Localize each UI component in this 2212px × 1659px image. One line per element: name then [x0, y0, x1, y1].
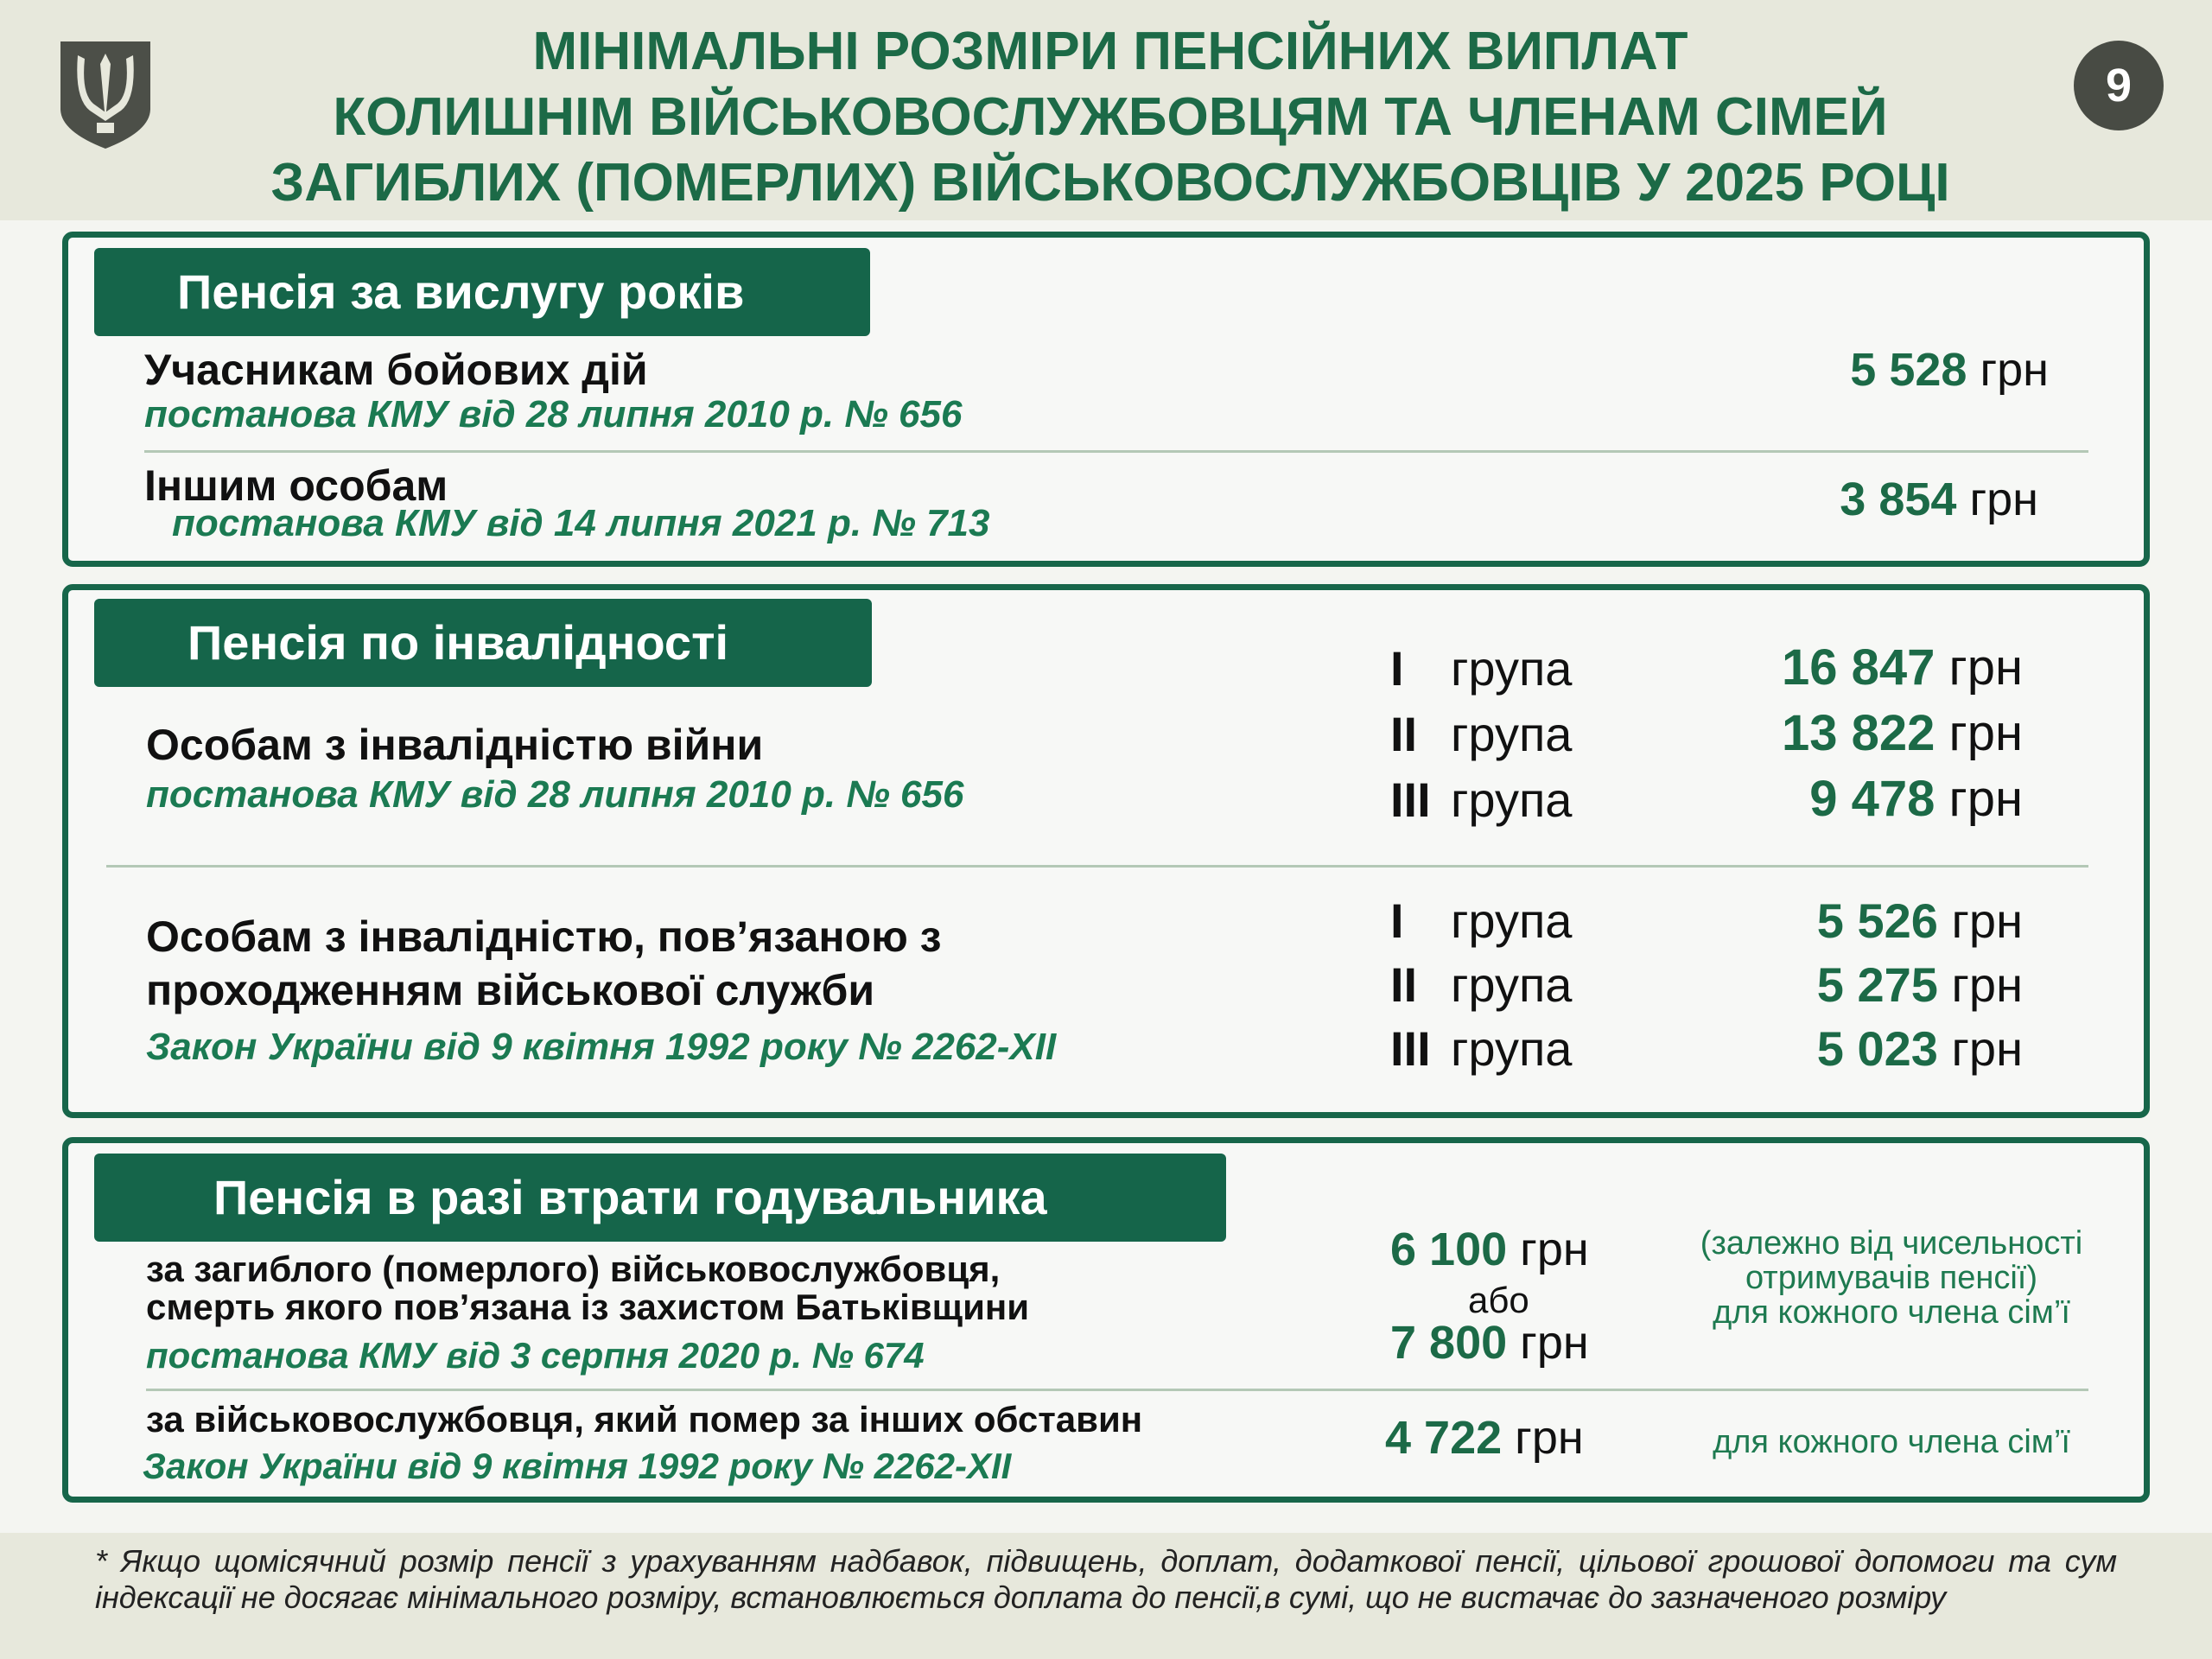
title-line: МІНІМАЛЬНІ РОЗМІРИ ПЕНСІЙНИХ ВИПЛАТ [532, 22, 1688, 81]
service-pension-panel [62, 232, 2150, 567]
others-amount: 3 854 грн [1840, 474, 2038, 525]
killed-label-line1: за загиблого (померлого) військовослужбовця, [146, 1249, 1001, 1289]
war-disability-law: постанова КМУ від 28 липня 2010 р. № 656 [146, 773, 964, 816]
title-line: КОЛИШНІМ ВІЙСЬКОВОСЛУЖБОВЦЯМ ТА ЧЛЕНАМ СІМЕЙ [333, 87, 1888, 147]
combat-law: постанова КМУ від 28 липня 2010 р. № 656 [144, 393, 963, 435]
service-group-1: I група [1390, 893, 1573, 948]
disability-pension-heading: Пенсія по інвалідності [94, 599, 872, 687]
other-death-amount: 4 722 грн [1385, 1412, 1584, 1464]
divider [144, 450, 2088, 453]
killed-amount-2: 7 800 грн [1390, 1317, 1589, 1369]
survivor-pension-heading: Пенсія в разі втрати годувальника [94, 1154, 1226, 1242]
page-title [199, 19, 2022, 216]
disability-pension-panel [62, 584, 2150, 1118]
service-group-2: II група [1390, 957, 1573, 1012]
service-pension-heading: Пенсія за вислугу років [94, 248, 870, 336]
killed-or-word: або [1468, 1280, 1529, 1320]
other-death-law: Закон України від 9 квітня 1992 року № 2262-XII [143, 1446, 1012, 1486]
divider [106, 865, 2088, 868]
survivor-pension-panel [62, 1137, 2150, 1503]
page-number-badge: 9 [2074, 41, 2164, 130]
divider [146, 1389, 2088, 1391]
footnote-band [0, 1533, 2212, 1659]
service-group-3: III група [1390, 1021, 1573, 1076]
service-group-2-amount: 5 275 грн [1816, 957, 2023, 1012]
footnote-text: * Якщо щомісячний розмір пенсії з урахуванням надбавок, підвищень, доплат, додаткової пенсії, цільової грошової допомоги та сум індексації не досягає мінімального розміру, встановлюється доплата до пенсії,в сумі, що не вистачає до зазначеного розміру [95, 1543, 2117, 1615]
service-disability-label-line2: проходженням військової служби [146, 966, 875, 1014]
war-group-1: I група [1390, 641, 1573, 696]
war-group-3-amount: 9 478 грн [1809, 771, 2023, 827]
killed-law: постанова КМУ від 3 серпня 2020 р. № 674 [146, 1335, 925, 1376]
war-group-1-amount: 16 847 грн [1782, 639, 2023, 696]
service-disability-label-line1: Особам з інвалідністю, пов’язаною з [146, 912, 942, 961]
title-line: ЗАГИБЛИХ (ПОМЕРЛИХ) ВІЙСЬКОВОСЛУЖБОВЦІВ У 2025 РОЦІ [270, 153, 1950, 213]
others-label: Іншим особам [144, 461, 448, 510]
war-group-2-amount: 13 822 грн [1782, 705, 2023, 761]
combat-label: Учасникам бойових дій [144, 346, 648, 394]
note-line: для кожного члена сім’ї [1713, 1294, 2070, 1331]
note-line: (залежно від чисельності [1700, 1225, 2083, 1262]
killed-amount-1: 6 100 грн [1390, 1224, 1589, 1275]
war-disability-label: Особам з інвалідністю війни [146, 721, 764, 769]
others-law: постанова КМУ від 14 липня 2021 р. № 713 [172, 502, 990, 544]
trident-shield-icon [57, 38, 154, 150]
note-line: отримувачів пенсії) [1745, 1260, 2037, 1296]
service-group-1-amount: 5 526 грн [1816, 893, 2023, 948]
war-group-2: II група [1390, 707, 1573, 761]
killed-note [1675, 1226, 2107, 1330]
service-disability-law: Закон України від 9 квітня 1992 року № 2262-XII [146, 1026, 1057, 1068]
combat-amount: 5 528 грн [1850, 344, 2049, 396]
war-group-3: III група [1390, 772, 1573, 827]
killed-label-line2: смерть якого пов’язана із захистом Батьківщини [146, 1287, 1030, 1327]
other-death-label: за військовослужбовця, який помер за інших обставин [146, 1399, 1143, 1440]
header-band [0, 0, 2212, 220]
service-group-3-amount: 5 023 грн [1816, 1021, 2023, 1076]
other-death-note: для кожного члена сім’ї [1713, 1424, 2070, 1460]
